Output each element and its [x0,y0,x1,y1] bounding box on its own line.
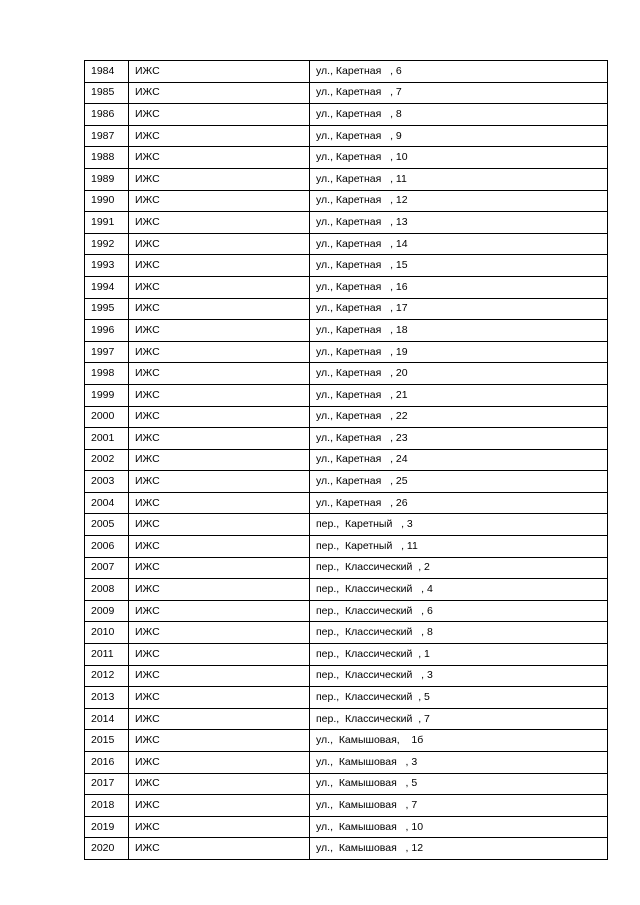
registry-table [84,60,608,860]
table-row [85,536,608,558]
table-row [85,644,608,666]
registry-table-body [85,61,608,860]
row-number-cell: 2017 [85,773,129,795]
row-number-cell: 2016 [85,752,129,774]
address-cell: пер., Классический , 2 [310,557,608,579]
table-row [85,82,608,104]
address-cell: ул., Каретная , 22 [310,406,608,428]
building-type-cell: ИЖС [129,82,310,104]
row-number-cell: 2008 [85,579,129,601]
building-type-cell: ИЖС [129,298,310,320]
table-row [85,255,608,277]
address-cell: пер., Каретный , 11 [310,536,608,558]
building-type-cell: ИЖС [129,147,310,169]
building-type-cell: ИЖС [129,276,310,298]
address-cell: ул., Каретная , 8 [310,104,608,126]
table-row [85,600,608,622]
table-row [85,665,608,687]
address-cell: ул., Каретная , 17 [310,298,608,320]
row-number-cell: 2006 [85,536,129,558]
address-cell: ул., Каретная , 10 [310,147,608,169]
row-number-cell: 1997 [85,341,129,363]
address-cell: ул., Каретная , 14 [310,233,608,255]
building-type-cell: ИЖС [129,212,310,234]
building-type-cell: ИЖС [129,449,310,471]
table-row [85,514,608,536]
table-row [85,190,608,212]
row-number-cell: 2000 [85,406,129,428]
building-type-cell: ИЖС [129,492,310,514]
table-row [85,492,608,514]
table-row [85,428,608,450]
table-row [85,61,608,83]
address-cell: ул., Каретная , 7 [310,82,608,104]
building-type-cell: ИЖС [129,320,310,342]
address-cell: ул., Каретная , 26 [310,492,608,514]
table-row [85,341,608,363]
table-row [85,752,608,774]
building-type-cell: ИЖС [129,61,310,83]
table-row [85,147,608,169]
row-number-cell: 1987 [85,125,129,147]
row-number-cell: 1998 [85,363,129,385]
building-type-cell: ИЖС [129,190,310,212]
table-row [85,104,608,126]
building-type-cell: ИЖС [129,687,310,709]
building-type-cell: ИЖС [129,104,310,126]
row-number-cell: 1984 [85,61,129,83]
row-number-cell: 2013 [85,687,129,709]
building-type-cell: ИЖС [129,428,310,450]
row-number-cell: 2011 [85,644,129,666]
row-number-cell: 1993 [85,255,129,277]
building-type-cell: ИЖС [129,363,310,385]
address-cell: пер., Классический , 6 [310,600,608,622]
table-row [85,320,608,342]
row-number-cell: 2004 [85,492,129,514]
building-type-cell: ИЖС [129,233,310,255]
address-cell: ул., Каретная , 16 [310,276,608,298]
building-type-cell: ИЖС [129,255,310,277]
address-cell: ул., Каретная , 15 [310,255,608,277]
address-cell: пер., Классический , 3 [310,665,608,687]
table-row [85,622,608,644]
table-row [85,276,608,298]
address-cell: пер., Каретный , 3 [310,514,608,536]
address-cell: пер., Классический , 4 [310,579,608,601]
building-type-cell: ИЖС [129,665,310,687]
row-number-cell: 1995 [85,298,129,320]
row-number-cell: 2007 [85,557,129,579]
building-type-cell: ИЖС [129,406,310,428]
row-number-cell: 2002 [85,449,129,471]
row-number-cell: 2012 [85,665,129,687]
table-row [85,471,608,493]
address-cell: ул., Каретная , 18 [310,320,608,342]
address-cell: ул., Каретная , 9 [310,125,608,147]
row-number-cell: 2014 [85,708,129,730]
table-row [85,212,608,234]
address-cell: ул., Каретная , 12 [310,190,608,212]
address-cell: ул., Каретная , 24 [310,449,608,471]
row-number-cell: 1999 [85,384,129,406]
row-number-cell: 2010 [85,622,129,644]
row-number-cell: 1985 [85,82,129,104]
table-row [85,557,608,579]
address-cell: ул., Каретная , 23 [310,428,608,450]
table-row [85,838,608,860]
row-number-cell: 2020 [85,838,129,860]
row-number-cell: 2019 [85,816,129,838]
address-cell: ул., Каретная , 25 [310,471,608,493]
address-cell: ул., Камышовая , 12 [310,838,608,860]
table-row [85,363,608,385]
building-type-cell: ИЖС [129,838,310,860]
address-cell: пер., Классический , 7 [310,708,608,730]
building-type-cell: ИЖС [129,600,310,622]
address-cell: ул., Каретная , 6 [310,61,608,83]
table-row [85,816,608,838]
row-number-cell: 1991 [85,212,129,234]
address-cell: пер., Классический , 8 [310,622,608,644]
building-type-cell: ИЖС [129,471,310,493]
address-cell: ул., Каретная , 13 [310,212,608,234]
table-row [85,406,608,428]
address-cell: ул., Камышовая , 3 [310,752,608,774]
table-row [85,449,608,471]
table-row [85,125,608,147]
building-type-cell: ИЖС [129,752,310,774]
address-cell: ул., Камышовая, 1б [310,730,608,752]
table-row [85,579,608,601]
row-number-cell: 1989 [85,168,129,190]
address-cell: ул., Камышовая , 10 [310,816,608,838]
building-type-cell: ИЖС [129,384,310,406]
building-type-cell: ИЖС [129,125,310,147]
row-number-cell: 2001 [85,428,129,450]
row-number-cell: 1986 [85,104,129,126]
address-cell: пер., Классический , 1 [310,644,608,666]
building-type-cell: ИЖС [129,168,310,190]
row-number-cell: 2009 [85,600,129,622]
row-number-cell: 2003 [85,471,129,493]
table-row [85,708,608,730]
address-cell: ул., Каретная , 19 [310,341,608,363]
building-type-cell: ИЖС [129,514,310,536]
table-row [85,168,608,190]
building-type-cell: ИЖС [129,795,310,817]
address-cell: ул., Камышовая , 7 [310,795,608,817]
building-type-cell: ИЖС [129,622,310,644]
table-row [85,795,608,817]
row-number-cell: 1990 [85,190,129,212]
building-type-cell: ИЖС [129,816,310,838]
row-number-cell: 1994 [85,276,129,298]
building-type-cell: ИЖС [129,341,310,363]
row-number-cell: 2005 [85,514,129,536]
address-cell: ул., Каретная , 11 [310,168,608,190]
row-number-cell: 2018 [85,795,129,817]
table-row [85,384,608,406]
table-row [85,233,608,255]
row-number-cell: 1996 [85,320,129,342]
row-number-cell: 2015 [85,730,129,752]
address-cell: ул., Каретная , 20 [310,363,608,385]
row-number-cell: 1992 [85,233,129,255]
building-type-cell: ИЖС [129,708,310,730]
table-row [85,773,608,795]
table-row [85,687,608,709]
row-number-cell: 1988 [85,147,129,169]
building-type-cell: ИЖС [129,773,310,795]
address-cell: ул., Каретная , 21 [310,384,608,406]
building-type-cell: ИЖС [129,644,310,666]
building-type-cell: ИЖС [129,579,310,601]
address-cell: пер., Классический , 5 [310,687,608,709]
table-row [85,298,608,320]
building-type-cell: ИЖС [129,557,310,579]
address-cell: ул., Камышовая , 5 [310,773,608,795]
building-type-cell: ИЖС [129,730,310,752]
building-type-cell: ИЖС [129,536,310,558]
table-row [85,730,608,752]
